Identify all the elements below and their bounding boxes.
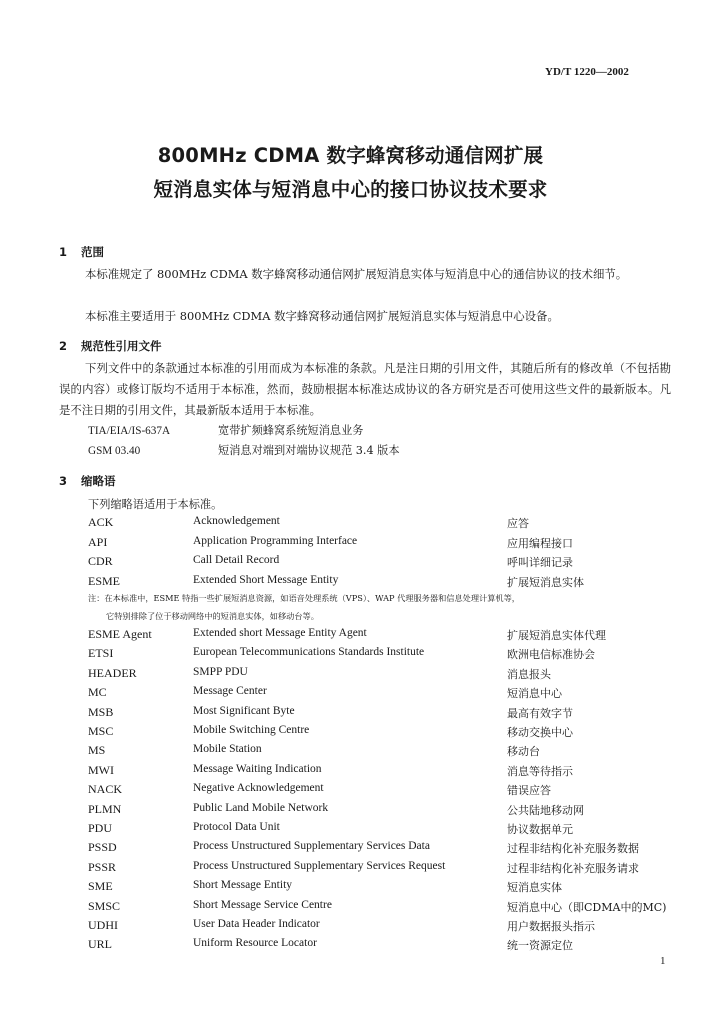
section-title: 缩略语 (81, 474, 116, 488)
reference-title: 短消息对端到对端协议规范 3.4 版本 (218, 444, 400, 457)
abbreviation-row (0, 821, 701, 840)
chinese-term: 呼叫详细记录 (507, 556, 573, 569)
chinese-term: 消息等待指示 (507, 764, 573, 778)
english-term: Short Message Service Centre (193, 898, 332, 911)
reference-item (88, 422, 363, 438)
abbreviation: SMSC (88, 898, 121, 913)
page-number: 1 (660, 955, 666, 967)
abbreviation: UDHI (88, 918, 118, 932)
document-title-line-1: 800MHz CDMA 数字蜂窝移动通信网扩展 (157, 144, 544, 167)
english-term: Mobile Switching Centre (193, 724, 310, 736)
chinese-term: 应答 (507, 517, 529, 530)
note-line-2: 它特别排除了位于移动网络中的短消息实体，如移动台等。 (106, 611, 319, 621)
chinese-term: 过程非结构化补充服务数据 (507, 842, 639, 856)
abbreviation: ETSI (88, 646, 114, 661)
chinese-term: 统一资源定位 (507, 939, 573, 953)
chinese-term: 协议数据单元 (507, 823, 573, 836)
reference-item (88, 442, 400, 458)
abbreviation: API (88, 534, 108, 549)
chinese-term: 短消息实体 (507, 881, 562, 895)
chinese-term: 欧洲电信标准协会 (507, 648, 595, 662)
section-1-paragraph-1: 本标准规定了 800MHz CDMA 数字蜂窝移动通信网扩展短消息实体与短消息中心的通信协议的技术细节。 (85, 267, 628, 281)
abbreviation-row (0, 646, 701, 665)
chinese-term: 扩展短消息实体代理 (507, 629, 606, 642)
abbreviation-row (0, 535, 701, 554)
english-term: Most Significant Byte (193, 704, 295, 717)
chinese-term: 公共陆地移动网 (507, 803, 584, 817)
abbreviation-row (0, 724, 701, 743)
abbreviation-row (0, 515, 701, 534)
english-term: Mobile Station (193, 743, 262, 756)
english-term: Call Detail Record (193, 554, 280, 566)
abbreviation: HEADER (88, 665, 137, 680)
abbreviation: MS (88, 743, 106, 758)
section-title: 规范性引用文件 (81, 339, 162, 353)
abbreviation-row (0, 840, 701, 859)
english-term: Message Waiting Indication (193, 762, 322, 775)
abbreviation-row (0, 918, 701, 937)
esme-note (88, 589, 688, 625)
chinese-term: 移动交换中心 (507, 726, 573, 739)
abbreviation: MC (88, 685, 107, 700)
abbreviation: PSSR (88, 859, 117, 874)
chinese-term: 用户数据报头指示 (507, 920, 595, 933)
english-term: Acknowledgement (193, 515, 280, 527)
abbreviation: NACK (88, 782, 123, 797)
english-term: Negative Acknowledgement (193, 782, 324, 795)
abbreviation: PDU (88, 821, 113, 835)
abbreviation-row (0, 705, 701, 724)
section-3-heading (59, 473, 116, 489)
chinese-term: 移动台 (507, 745, 540, 759)
section-number: 1 (59, 245, 68, 259)
english-term: Extended short Message Entity Agent (193, 627, 367, 639)
chinese-term: 短消息中心（即CDMA中的MC) (507, 900, 667, 914)
english-term: Process Unstructured Supplementary Services Request (193, 859, 446, 872)
section-1-heading (59, 244, 104, 260)
chinese-term: 短消息中心 (507, 687, 562, 701)
english-term: Application Programming Interface (193, 534, 358, 547)
abbreviation-row (0, 763, 701, 782)
abbreviation-row (0, 666, 701, 685)
abbreviation-row (0, 879, 701, 898)
english-term: User Data Header Indicator (193, 918, 320, 930)
abbreviation: CDR (88, 554, 113, 568)
abbreviation-row (0, 937, 701, 956)
abbreviation: SME (88, 879, 113, 894)
abbreviation-row (0, 899, 701, 918)
chinese-term: 消息报头 (507, 667, 551, 681)
abbreviation-row (0, 627, 701, 646)
section-number: 3 (59, 474, 68, 488)
english-term: SMPP PDU (193, 665, 248, 678)
abbreviation: MSC (88, 724, 114, 738)
abbreviation-row (0, 802, 701, 821)
english-term: Process Unstructured Supplementary Services Data (193, 840, 430, 853)
abbreviation: PSSD (88, 840, 117, 855)
section-2-paragraph: 下列文件中的条款通过本标准的引用而成为本标准的条款。凡是注日期的引用文件，其随后所有的修改单（不包括勘误的内容）或修订版均不适用于本标准，然而，鼓励根据本标准达成协议的各方研究是否可使用这些文件的最新版本。凡是不注日期的引用文件，其最新版本适用于本标准。 (59, 361, 671, 417)
english-term: Public Land Mobile Network (193, 801, 329, 814)
abbreviation-row (0, 782, 701, 801)
chinese-term: 错误应答 (507, 784, 551, 798)
abbreviations-intro: 下列缩略语适用于本标准。 (88, 498, 223, 511)
english-term: Extended Short Message Entity (193, 573, 339, 586)
chinese-term: 过程非结构化补充服务请求 (507, 861, 639, 875)
chinese-term: 扩展短消息实体 (507, 575, 584, 589)
english-term: Short Message Entity (193, 879, 293, 892)
reference-code: TIA/EIA/IS-637A (88, 425, 171, 437)
note-line-1: 注：在本标准中，ESME 特指一些扩展短消息资源，如语音处理系统（VPS）、WAP 代理服务器和信息处理计算机等， (88, 593, 520, 603)
section-2-heading (59, 338, 162, 354)
english-term: Message Center (193, 685, 267, 698)
chinese-term: 最高有效字节 (507, 706, 573, 720)
section-title: 范围 (81, 245, 104, 259)
abbreviation-row (0, 685, 701, 704)
abbreviation: MWI (88, 762, 114, 777)
chinese-term: 应用编程接口 (507, 536, 573, 550)
section-number: 2 (59, 339, 68, 353)
abbreviation-row (0, 554, 701, 573)
english-term: Protocol Data Unit (193, 821, 280, 833)
abbreviation-row (0, 743, 701, 762)
standard-number: YD/T 1220—2002 (545, 66, 629, 78)
document-title-line-2: 短消息实体与短消息中心的接口协议技术要求 (153, 178, 548, 201)
reference-title: 宽带扩频蜂窝系统短消息业务 (218, 424, 364, 437)
english-term: Uniform Resource Locator (193, 937, 317, 950)
abbreviation: MSB (88, 704, 114, 719)
abbreviation: ESME Agent (88, 627, 152, 641)
section-1-paragraph-2: 本标准主要适用于 800MHz CDMA 数字蜂窝移动通信网扩展短消息实体与短消息中心设备。 (85, 309, 559, 323)
reference-code: GSM 03.40 (88, 445, 141, 457)
abbreviation: PLMN (88, 801, 122, 816)
abbreviation-row (0, 860, 701, 879)
english-term: European Telecommunications Standards Institute (193, 646, 425, 659)
abbreviation: URL (88, 937, 112, 952)
abbreviation: ESME (88, 573, 121, 588)
abbreviation: ACK (88, 515, 114, 529)
